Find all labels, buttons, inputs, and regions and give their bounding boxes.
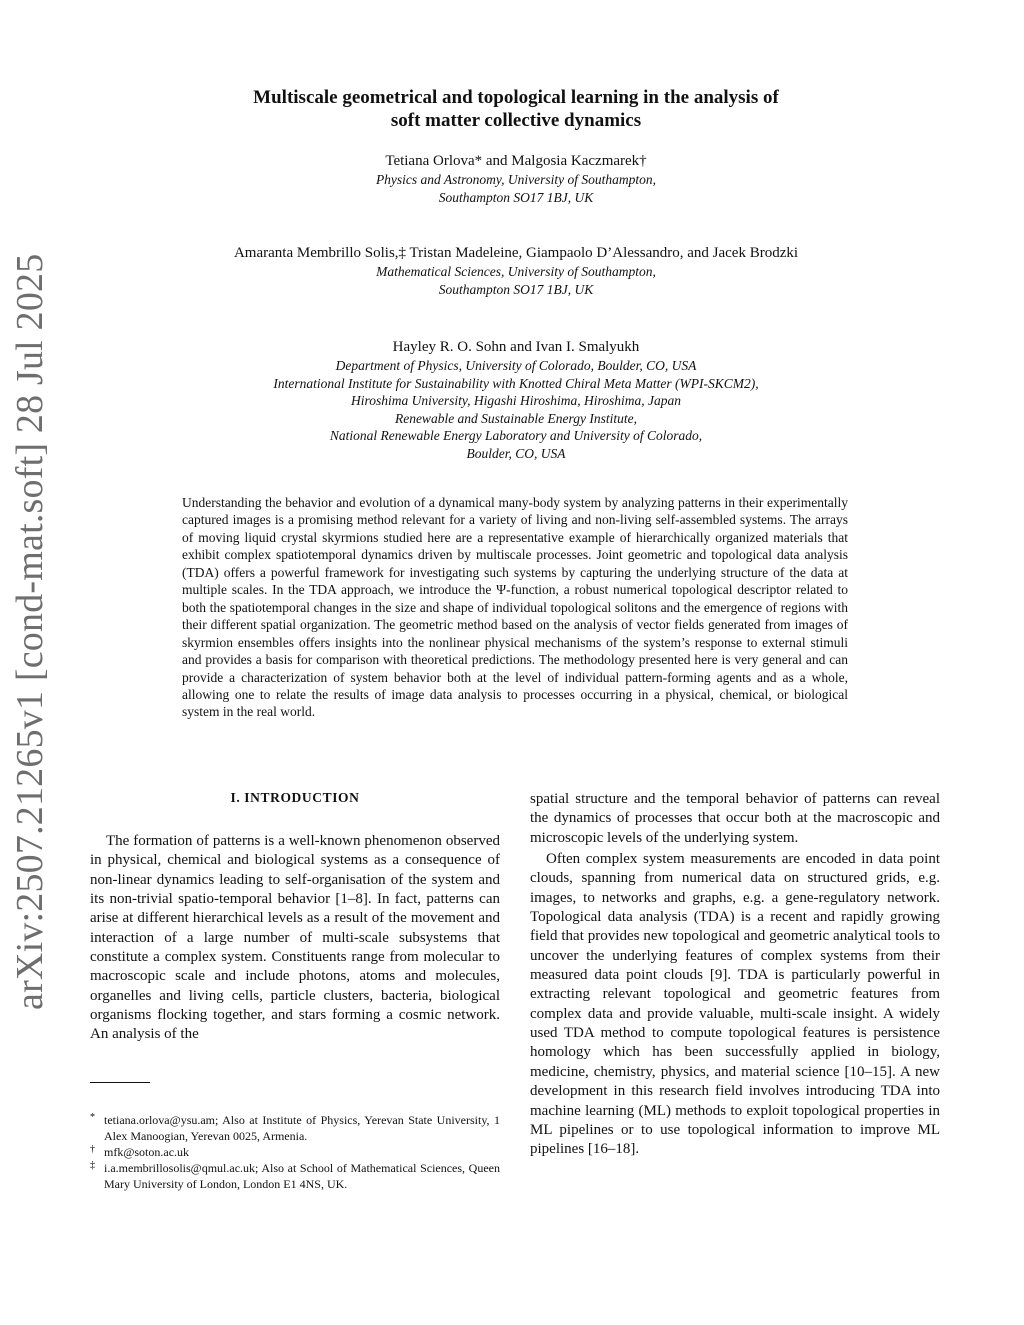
author-group-2 bbox=[150, 244, 882, 298]
footnotes bbox=[90, 1112, 500, 1192]
affiliation-line: Southampton SO17 1BJ, UK bbox=[438, 189, 594, 205]
intro-right-column bbox=[530, 790, 940, 1160]
footnote-mark: ‡ bbox=[90, 1160, 95, 1171]
footnote-divider bbox=[90, 1082, 150, 1083]
footnote bbox=[90, 1144, 500, 1160]
intro-paragraph: Often complex system measurements are encoded in data point clouds, spanning from numerical data on structured grids, e.g. images, to networks and graphs, e.g. a gene-regulatory network. Topological data analysis (TDA) is a recent and rapidly growing field that provides new topological and geometric analytical tools to uncover the underlying features of complex systems from their measured data point clouds [9]. TDA is particularly powerful in extracting relevant topological and geometric features from complex data and provide valuable, multi-scale insight. A widely used TDA method to compute topological features is persistence homology which has been successfully applied in biology, medicine, chemistry, physics, and material science [10–15]. A new development in this research field involves introducing TDA into machine learning (ML) methods to exploit topological properties in ML pipelines or to use topological information to improve ML pipelines [16–18]. bbox=[530, 851, 940, 1158]
author-names: Tetiana Orlova* and Malgosia Kaczmarek† bbox=[385, 153, 647, 169]
footnote-text: mfk@soton.ac.uk bbox=[104, 1145, 190, 1159]
affiliation-line: International Institute for Sustainability with Knotted Chiral Meta Matter (WPI-SKCM2), bbox=[273, 375, 759, 391]
author-names: Amaranta Membrillo Solis,‡ Tristan Madeleine, Giampaolo D’Alessandro, and Jacek Brodzki bbox=[233, 245, 799, 261]
footnote bbox=[90, 1112, 500, 1144]
title-line-1: Multiscale geometrical and topological learning in the analysis of bbox=[253, 87, 779, 108]
affiliation-line: Southampton SO17 1BJ, UK bbox=[438, 281, 594, 297]
author-group-1 bbox=[150, 152, 882, 206]
affiliation-line: Mathematical Sciences, University of Southampton, bbox=[376, 264, 656, 279]
footnote-text: tetiana.orlova@ysu.am; Also at Institute of Physics, Yerevan State University, 1 Alex Manoogian, Yerevan 0025, Armenia. bbox=[104, 1113, 500, 1143]
affiliation-line: Department of Physics, University of Colorado, Boulder, CO, USA bbox=[335, 358, 697, 373]
paper-title bbox=[150, 86, 882, 132]
abstract: Understanding the behavior and evolution of a dynamical many-body system by analyzing patterns in their experimentally captured images is a promising method relevant for a variety of living and non-living self-assembled systems. The arrays of moving liquid crystal skyrmions studied here are a representative example of hierarchically organized materials that exhibit complex spatiotemporal dynamics driven by multiscale processes. Joint geometric and topological data analysis (TDA) offers a powerful framework for investigating such systems by capturing the underlying structure of the data at multiple scales. In the TDA approach, we introduce the Ψ-function, a robust numerical topological descriptor related to both the spatiotemporal changes in the size and shape of individual topological solitons and the emergence of regions with their different spatial organization. The geometric method based on the analysis of vector fields generated from images of skyrmion ensembles offers insights into the nonlinear physical mechanisms of the system’s response to external stimuli and provides a basis for comparison with theoretical predictions. The methodology presented here is very general and can provide a characterization of system behavior both at the level of individual pattern-forming agents and as a whole, allowing one to relate the results of image data analysis to processes occurring in a physical, chemical, or biological system in the real world. bbox=[182, 495, 848, 720]
footnote-text: i.a.membrillosolis@qmul.ac.uk; Also at School of Mathematical Sciences, Queen Mary University of London, London E1 4NS, UK. bbox=[104, 1161, 500, 1191]
author-group-3 bbox=[150, 338, 882, 462]
affiliation-line: Renewable and Sustainable Energy Institute, bbox=[394, 410, 638, 426]
footnote-mark: * bbox=[90, 1112, 95, 1123]
affiliation-line: National Renewable Energy Laboratory and University of Colorado, bbox=[329, 428, 703, 443]
affiliation-line: Boulder, CO, USA bbox=[466, 445, 566, 461]
footnote-mark: † bbox=[90, 1144, 95, 1155]
section-heading-introduction: I. INTRODUCTION bbox=[230, 790, 360, 805]
intro-paragraph-continued: spatial structure and the temporal behavior of patterns can reveal the dynamics of processes that occur both at the macroscopic and microscopic levels of the underlying system. bbox=[530, 791, 940, 846]
title-line-2: soft matter collective dynamics bbox=[390, 110, 642, 131]
affiliation-line: Hiroshima University, Higashi Hiroshima, Hiroshima, Japan bbox=[350, 393, 681, 408]
author-names: Hayley R. O. Sohn and Ivan I. Smalyukh bbox=[392, 339, 640, 355]
affiliation-line: Physics and Astronomy, University of Southampton, bbox=[375, 172, 657, 187]
footnote bbox=[90, 1160, 500, 1192]
intro-left-column bbox=[90, 832, 500, 1045]
intro-paragraph: The formation of patterns is a well-known phenomenon observed in physical, chemical and biological systems as a consequence of non-linear dynamics leading to self-organisation of the system and its non-trivial spatio-temporal behavior [1–8]. In fact, patterns can arise at different hierarchical levels as a result of the movement and interaction of a large number of multi-scale subsystems that constitute a complex system. Constituents range from molecular to macroscopic scale and include photons, atoms and molecules, organelles and living cells, particle clusters, bacteria, biological organisms flocking together, and stars forming a cosmic network. An analysis of the bbox=[90, 833, 500, 1043]
arxiv-identifier-stamp: arXiv:2507.21265v1 [cond-mat.soft] 28 Jul 2025 bbox=[9, 253, 51, 1010]
